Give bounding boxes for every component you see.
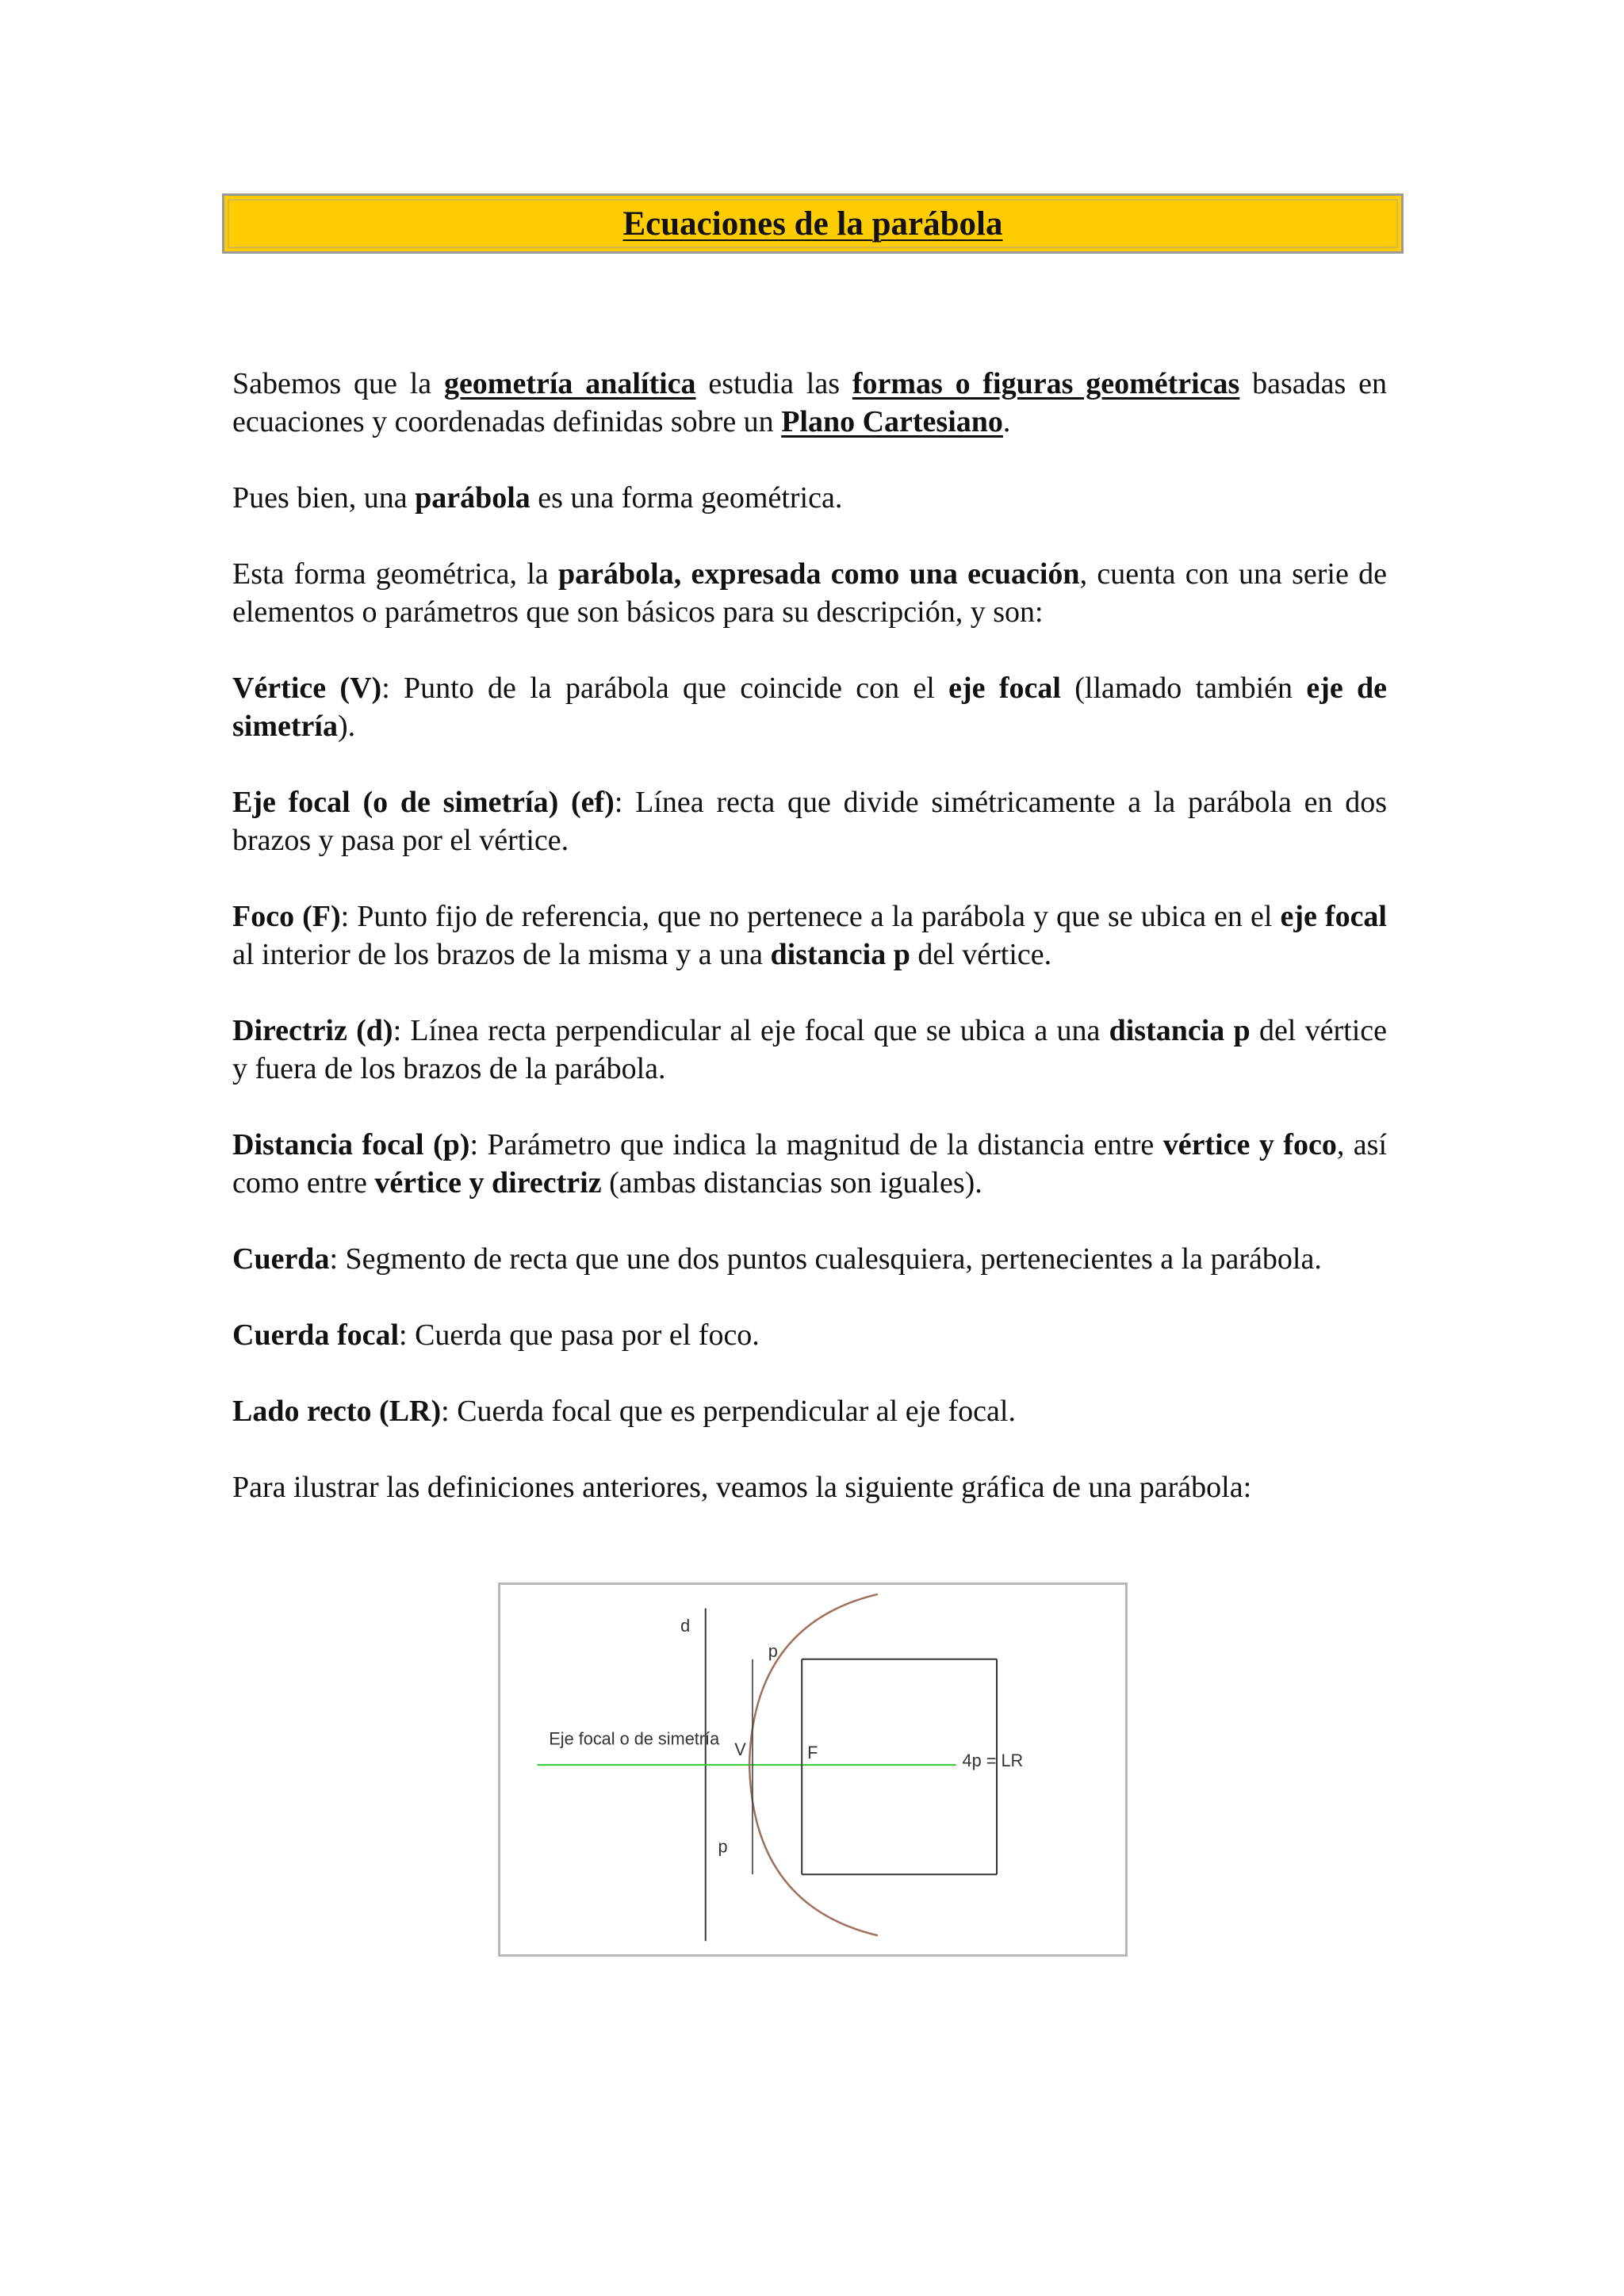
text-span: estudia las bbox=[695, 367, 852, 400]
text-span: , cuenta con una serie de elementos o parámetros que son básicos para su descripción, y son: bbox=[232, 557, 1387, 629]
definition-term: Foco (F) bbox=[232, 900, 341, 933]
text-span: : Cuerda focal que es perpendicular al eje focal. bbox=[441, 1395, 1016, 1428]
text-span: ). bbox=[337, 710, 356, 743]
text-span: Sabemos que la bbox=[232, 367, 444, 400]
bold-text: eje focal bbox=[1280, 900, 1387, 933]
definition-lado-recto bbox=[232, 1392, 1387, 1430]
text-span: : Punto de la parábola que coincide con el bbox=[381, 672, 949, 705]
text-span: : Segmento de recta que une dos puntos cualesquiera, pertenecientes a la parábola. bbox=[329, 1242, 1322, 1276]
link-geometria-analitica[interactable]: geometría analítica bbox=[443, 367, 696, 400]
definition-term: Distancia focal (p) bbox=[232, 1128, 470, 1161]
text-span: , así como entre bbox=[232, 1128, 1387, 1200]
bold-text: distancia p bbox=[770, 938, 910, 971]
bold-text: parábola, expresada como una ecuación bbox=[558, 557, 1080, 591]
parabola-figure bbox=[498, 1582, 1128, 1957]
intro-paragraph bbox=[232, 365, 1387, 441]
text-span: : Línea recta que divide simétricamente a la parábola en dos brazos y pasa por el vértice. bbox=[232, 786, 1388, 857]
definition-directriz bbox=[232, 1012, 1387, 1088]
definition-term: Cuerda focal bbox=[232, 1318, 400, 1352]
definition-term: Vértice (V) bbox=[232, 672, 382, 705]
text-span: . bbox=[1002, 405, 1011, 438]
label-p-bottom: p bbox=[718, 1836, 728, 1857]
bold-text: vértice y directriz bbox=[374, 1166, 602, 1200]
label-p-top: p bbox=[768, 1640, 778, 1661]
definition-cuerda-focal bbox=[232, 1316, 1387, 1354]
text-span: : Cuerda que pasa por el foco. bbox=[399, 1318, 760, 1352]
document-body bbox=[232, 365, 1387, 1506]
text-span: Pues bien, una bbox=[232, 481, 416, 515]
link-plano-cartesiano[interactable]: Plano Cartesiano bbox=[781, 405, 1003, 438]
label-f: F bbox=[807, 1743, 818, 1763]
bold-text: eje focal bbox=[948, 672, 1061, 705]
definition-distancia-focal bbox=[232, 1126, 1387, 1202]
definition-vertice bbox=[232, 669, 1387, 745]
text-span: Esta forma geométrica, la bbox=[232, 557, 559, 591]
text-span: : Línea recta perpendicular al eje focal que se ubica a una bbox=[393, 1014, 1109, 1047]
text-span: (llamado también bbox=[1060, 672, 1307, 705]
label-axis: Eje focal o de simetría bbox=[549, 1728, 720, 1749]
bold-text: eje de simetría bbox=[232, 672, 1388, 743]
paragraph-elements bbox=[232, 555, 1387, 631]
definition-term: Eje focal (o de simetría) (ef) bbox=[232, 786, 615, 819]
text-span: al interior de los brazos de la misma y a una bbox=[232, 938, 771, 971]
link-formas-figuras[interactable]: formas o figuras geométricas bbox=[852, 367, 1240, 400]
text-span: del vértice. bbox=[910, 938, 1052, 971]
text-span: del vértice y fuera de los brazos de la parábola. bbox=[232, 1014, 1387, 1085]
definition-term: Lado recto (LR) bbox=[232, 1395, 442, 1428]
label-lr: 4p = LR bbox=[962, 1751, 1024, 1771]
paragraph-parabola bbox=[232, 479, 1387, 517]
definition-term: Cuerda bbox=[232, 1242, 330, 1276]
bold-text: distancia p bbox=[1109, 1014, 1251, 1047]
definition-foco bbox=[232, 897, 1387, 974]
definition-eje-focal bbox=[232, 783, 1387, 859]
closing-paragraph: Para ilustrar las definiciones anteriores, veamos la siguiente gráfica de una parábola: bbox=[232, 1471, 1252, 1504]
bold-text: vértice y foco bbox=[1162, 1128, 1337, 1161]
page-title: Ecuaciones de la parábola bbox=[622, 205, 1003, 243]
text-span: : Parámetro que indica la magnitud de la distancia entre bbox=[469, 1128, 1163, 1161]
definition-cuerda bbox=[232, 1240, 1387, 1278]
label-d: d bbox=[680, 1616, 691, 1636]
definition-term: Directriz (d) bbox=[232, 1014, 393, 1047]
text-span: : Punto fijo de referencia, que no pertenece a la parábola y que se ubica en el bbox=[340, 900, 1281, 933]
bold-text: parábola bbox=[415, 481, 530, 515]
parabola-diagram bbox=[500, 1585, 1125, 1954]
label-v: V bbox=[734, 1739, 746, 1760]
title-banner bbox=[222, 193, 1404, 254]
text-span: (ambas distancias son iguales). bbox=[601, 1166, 982, 1200]
text-span: basadas en ecuaciones y coordenadas definidas sobre un bbox=[232, 367, 1387, 438]
text-span: es una forma geométrica. bbox=[530, 481, 843, 515]
